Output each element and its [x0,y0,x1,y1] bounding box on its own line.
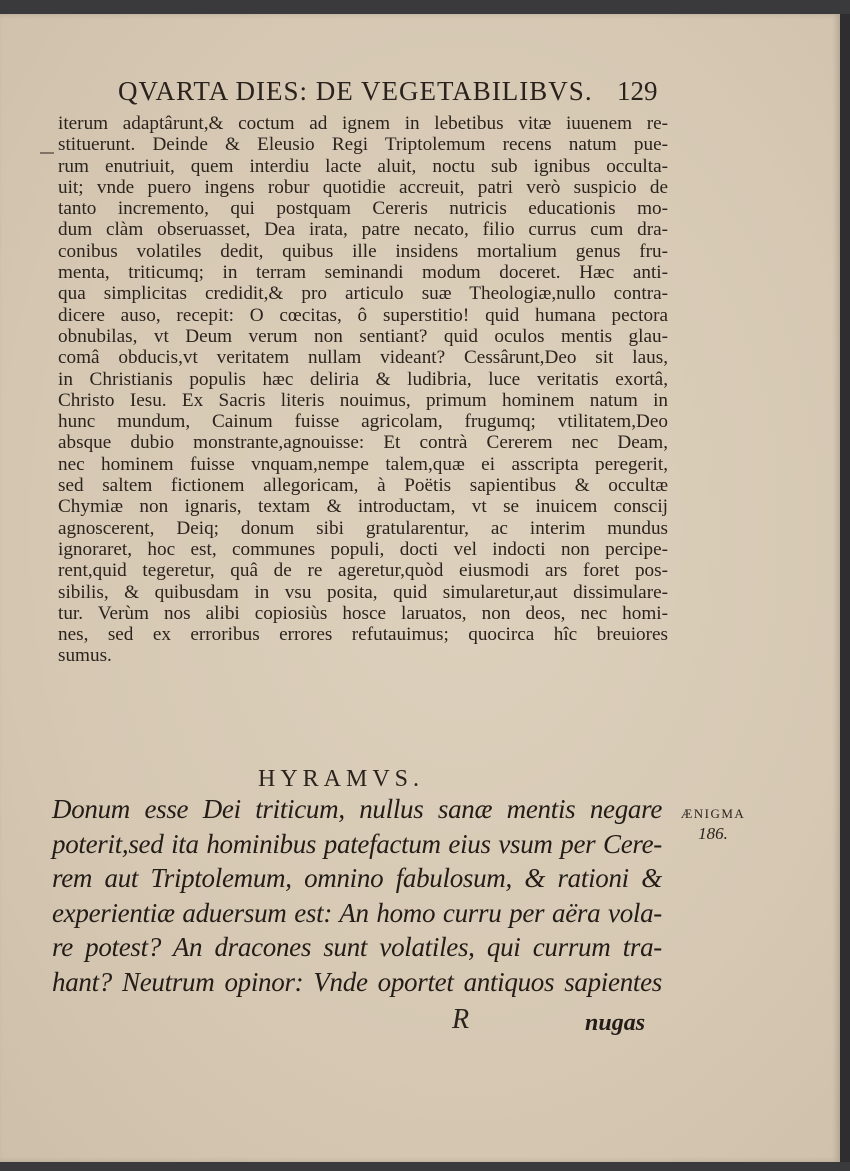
text-line: rent,quid tegeretur, quâ de re ageretur,quòd eiusmodi ars foret pos- [58,560,668,582]
catchword: nugas [585,1010,646,1036]
text-line: conibus volatiles dedit, quibus ille insidens mortalium genus fru- [58,240,668,262]
text-line: dum clàm obseruasset, Dea irata, patre necato, filio currus cum dra- [58,219,668,241]
page-edge [840,14,850,1162]
text-line: qua simplicitas credidit,& pro articulo suæ Theologiæ,nullo contra- [58,283,668,305]
italic-passage [52,792,662,999]
running-head: QVARTA DIES: DE VEGETABILIBVS. [118,76,593,106]
text-line: nec hominem fuisse vnquam,nempe talem,quæ ei asscripta peregerit, [58,453,668,475]
text-line: menta, triticumq; in terram seminandi modum doceret. Hæc anti- [58,262,668,284]
body-text [58,113,668,667]
text-line: tanto incremento, qui postquam Cereris nutricis educationis mo- [58,198,668,220]
text-line: iterum adaptârunt,& coctum ad ignem in lebetibus vitæ iuuenem re- [58,113,668,134]
text-line: Chymiæ non ignaris, textam & introductam, vt se inuicem conscij [58,496,668,518]
section-heading: HYRAMVS. [258,766,425,792]
signature-mark: R [452,1004,470,1035]
italic-line: Donum esse Dei triticum, nullus sanæ mentis negare [52,794,662,824]
text-line: Christo Iesu. Ex Sacris literis nouimus, primum hominem natum in [58,389,668,411]
text-line: comâ obducis,vt veritatem nullam videant? Cessârunt,Deo sit laus, [58,347,668,369]
italic-line: re potest? An dracones sunt volatiles, qui currum tra- [52,932,662,962]
marginal-number: 186. [698,824,728,843]
text-line: rum enutriuit, quem interdiu lacte aluit, noctu sub ignibus occulta- [58,155,668,177]
text-line: ignoraret, hoc est, communes populi, docti vel indocti non percipe- [58,538,668,560]
text-line: dicere auso, recepit: O cœcitas, ô superstitio! quid humana pectora [58,304,668,326]
text-line: hunc mundum, Cainum fuisse agricolam, frugumq; vtilitatem,Deo [58,411,668,433]
italic-line: poterit,sed ita hominibus patefactum eius vsum per Cere- [52,828,662,859]
book-page [0,14,840,1162]
text-line: stituerunt. Deinde & Eleusio Regi Triptolemum recens natum pue- [58,134,668,156]
text-line: in Christianis populis hæc deliria & ludibria, luce veritatis exortâ, [58,368,668,390]
italic-line: experientiæ aduersum est: An homo curru per aëra vola- [52,897,662,928]
text-line: sibilis, & quibusdam in vsu posita, quid simularetur,aut dissimulare- [58,581,668,603]
text-line: tur. Verùm nos alibi copiosiùs hosce laruatos, non deos, nec homi- [58,602,668,624]
text-line: absque dubio monstrante,agnouisse: Et contrà Cererem nec Deam, [58,432,668,454]
marginal-note [663,806,763,844]
text-line: agnoscerent, Deiq; donum sibi gratularentur, ac interim mundus [58,517,668,539]
text-line: obnubilas, vt Deum verum non sentiant? quid oculos mentis glau- [58,325,668,347]
text-line: sumus. [58,645,112,667]
text-line: uit; vnde puero ingens robur quotidie accreuit, patri verò suspicio de [58,176,668,198]
text-line: nes, sed ex erroribus errores refutauimus; quocirca hîc breuiores [58,624,668,646]
italic-line: rem aut Triptolemum, omnino fabulosum, & rationi & [52,863,662,893]
text-line: sed saltem fictionem allegoricam, à Poëtis sapientibus & occultæ [58,475,668,497]
italic-line: hant? Neutrum opinor: Vnde oportet antiquos sapientes [52,966,662,997]
margin-mark [40,152,54,154]
page-number: 129 [617,76,658,106]
marginal-label: ÆNIGMA [680,806,746,821]
